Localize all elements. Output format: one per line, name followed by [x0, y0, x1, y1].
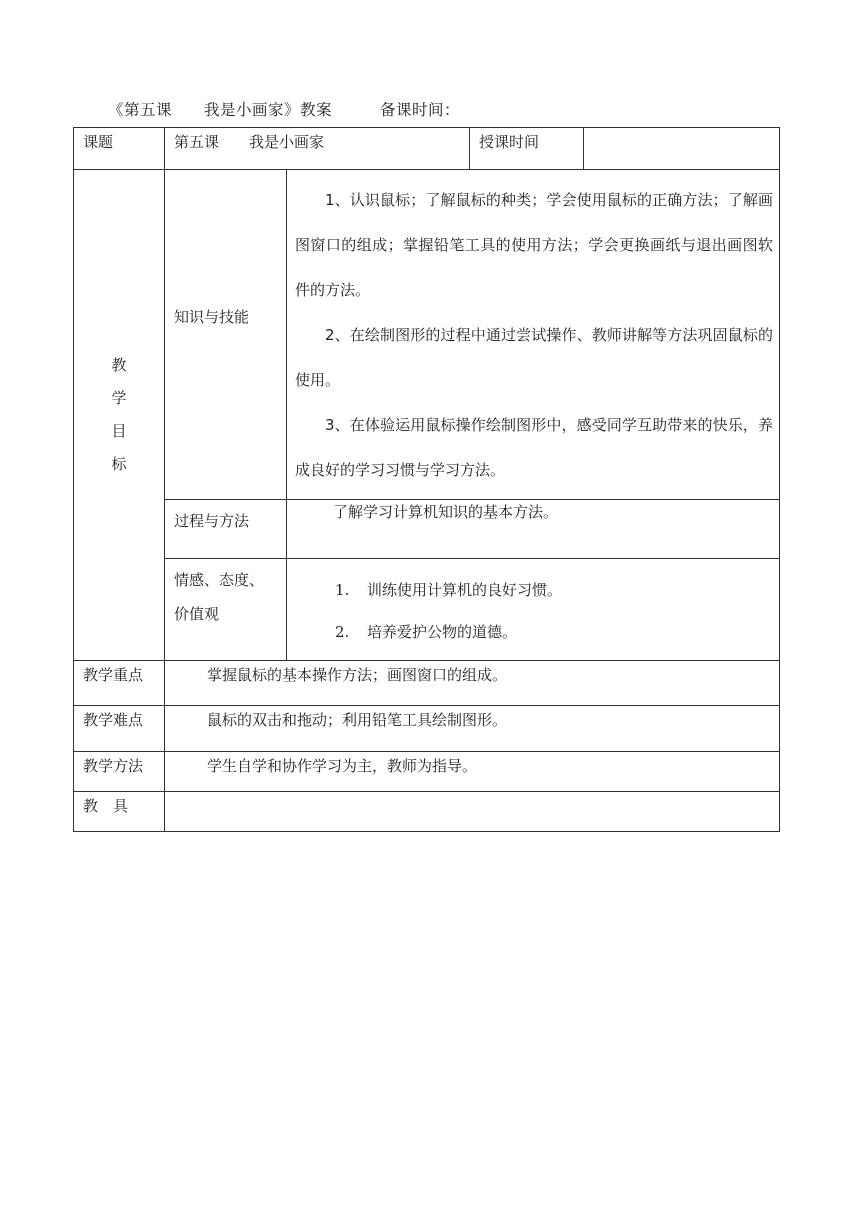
attitude-row	[74, 559, 780, 661]
tools-content	[165, 792, 780, 832]
goal-label-char: 目	[111, 422, 127, 440]
topic-row	[74, 128, 780, 170]
goal-label-char: 教	[111, 356, 127, 374]
knowledge-skills-label-text: 知识与技能	[174, 307, 250, 326]
methods-content: 学生自学和协作学习为主，教师为指导。	[165, 752, 780, 792]
process-method-content: 了解学习计算机知识的基本方法。	[287, 500, 780, 559]
difficulties-label: 教学难点	[74, 706, 165, 752]
attitude-item	[335, 569, 779, 611]
difficulties-content: 鼠标的双击和拖动；利用铅笔工具绘制图形。	[165, 706, 780, 752]
attitude-item-text: 训练使用计算机的良好习惯。	[367, 581, 563, 599]
topic-label: 课题	[74, 128, 165, 170]
attitude-values-label	[165, 559, 287, 661]
attitude-item	[335, 611, 779, 653]
teaching-goals-label	[74, 170, 165, 661]
attitude-label-line: 情感、态度、	[174, 571, 265, 589]
attitude-values-content	[287, 559, 780, 661]
process-row	[74, 500, 780, 559]
class-time-value	[584, 128, 780, 170]
goal-label-char: 标	[111, 455, 127, 473]
key-points-label: 教学重点	[74, 661, 165, 706]
difficulties-row	[74, 706, 780, 752]
attitude-label-line: 价值观	[174, 605, 220, 623]
knowledge-paragraph: 3、在体验运用鼠标操作绘制图形中，感受同学互助带来的快乐，养成良好的学习习惯与学习方法。	[295, 416, 774, 479]
topic-value: 第五课 我是小画家	[165, 128, 470, 170]
lesson-plan-table	[73, 127, 780, 832]
document-heading: 《第五课 我是小画家》教案 备课时间：	[108, 101, 461, 119]
attitude-item-text: 培养爱护公物的道德。	[367, 623, 518, 641]
key-points-content: 掌握鼠标的基本操作方法；画图窗口的组成。	[165, 661, 780, 706]
knowledge-paragraph: 2、在绘制图形的过程中通过尝试操作、教师讲解等方法巩固鼠标的使用。	[295, 326, 774, 389]
key-points-row	[74, 661, 780, 706]
tools-label: 教 具	[74, 792, 165, 832]
tools-row	[74, 792, 780, 832]
methods-row	[74, 752, 780, 792]
process-method-label: 过程与方法	[165, 500, 287, 559]
knowledge-row	[74, 170, 780, 500]
class-time-label: 授课时间	[470, 128, 584, 170]
knowledge-skills-content	[287, 170, 780, 500]
methods-label: 教学方法	[74, 752, 165, 792]
goal-label-char: 学	[111, 389, 127, 407]
attitude-item-number: 1.	[335, 581, 350, 599]
knowledge-paragraph: 1、认识鼠标；了解鼠标的种类；学会使用鼠标的正确方法；了解画图窗口的组成；掌握铅笔工具的使用方法；学会更换画纸与退出画图软件的方法。	[295, 191, 774, 299]
knowledge-skills-label	[165, 170, 287, 500]
attitude-item-number: 2.	[335, 623, 350, 641]
